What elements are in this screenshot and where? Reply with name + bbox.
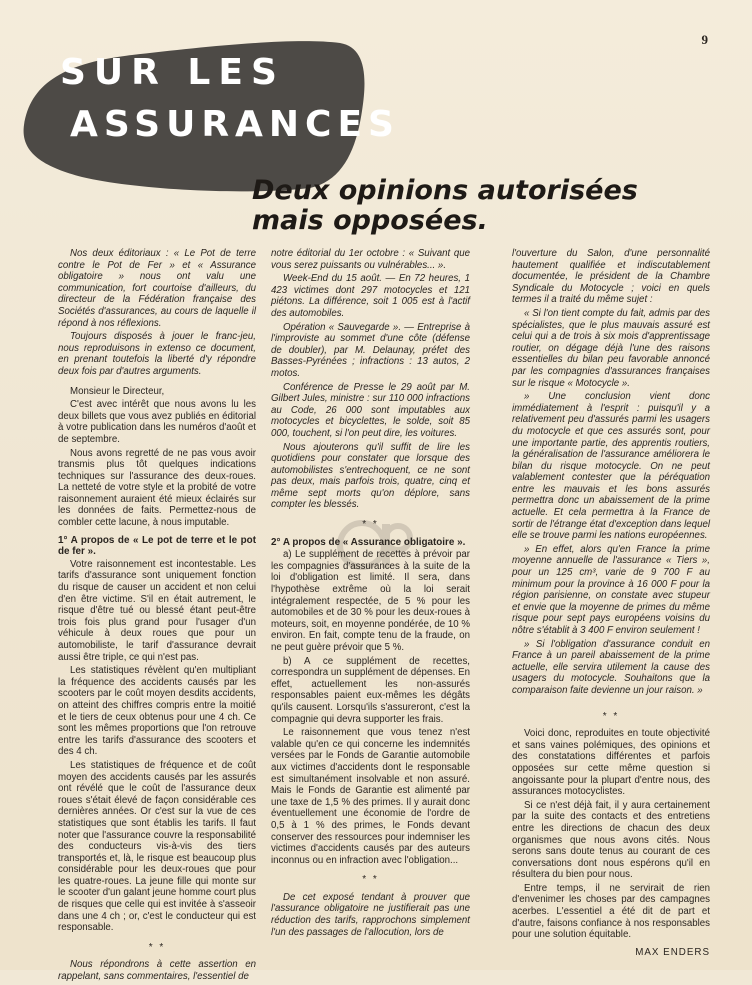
title-line-2: ASSURANCES: [70, 104, 400, 145]
quote-paragraph: l'ouverture du Salon, d'une personnalité hautement qualifiée et indiscutablement documentée, le président de la Chambre Syndicale du Motocycle ; voici en quels termes il a traité du même sujet :: [512, 248, 710, 306]
column-2: [271, 248, 470, 940]
letter-salutation: Monsieur le Directeur,: [70, 385, 165, 397]
letter-paragraph: Votre raisonnement est incontestable. Les tarifs d'assurance sont uniquement fonction du risque de causer un accident et non celui d'en être victime. S'il en était autrement, le risque d'être tué ou blessé étant peut-être trois fois plus grand pour l'usager d'un véhicule à deux roues que pour un automobiliste, le tarif d'assurance devrait aussi être triple, ce qui n'est pas.: [58, 558, 256, 663]
letter-paragraph: Nous avons regretté de ne pas vous avoir transmis plus tôt quelques indications techniques sur l'assurance des deux-roues. La netteté de votre style et la probité de votre raisonnement auraient été mieux éclairés sur les données de faits. Permettez-nous de combler cette lacune, à nous imputable.: [58, 447, 256, 529]
response-paragraph: notre éditorial du 1er octobre : « Suivant que vous serez puissants ou vulnérables... ».: [271, 248, 470, 271]
letter-paragraph: Les statistiques de fréquence et de coût moyen des accidents causés par les assurés ont révélé que le coût de l'assurance deux roues s'était élevé de façon considérable ces dernières années. Or c'est sur la vue de ces statistiques que sont établis les tarifs. Il faut noter que l'assurance couvre la responsabilité des conducteurs vis-à-vis des tiers transportés et, là, le risque est beaucoup plus considérable pour les deux-roues que pour les quatre-roues. La jeune fille qui monte sur le scooter d'un galant jeune homme court plus de risques que celle qui est invitée à s'asseoir dans une 4 ch ; or, c'est le conducteur qui est responsable.: [58, 759, 256, 934]
subtitle-line-1: Deux opinions autorisées: [252, 175, 638, 206]
letter-paragraph: C'est avec intérêt que nous avons lu les deux billets que vous avez publiés en éditorial à votre publication dans les numéros d'août et de septembre.: [58, 399, 256, 445]
intro-paragraph: Nos deux éditoriaux : « Le Pot de terre contre le Pot de Fer » et « Assurance obligatoire » nous ont valu une communication, fort courtoise d'ailleurs, du directeur de la Fédération française des Sociétés d'assurances, au cours de laquelle il répond à nos réflexions.: [58, 248, 256, 329]
section-heading-2: 2° A propos de « Assurance obligatoire ».: [271, 536, 466, 548]
response-paragraph: De cet exposé tendant à prouver que l'assurance obligatoire ne justifierait pas une réduction des tarifs, rapprochons simplement l'un des passages de l'allocution, lors de: [271, 891, 470, 938]
statistic-paragraph: Opération « Sauvegarde ». — Entreprise à l'improviste au sommet d'une côte (défense de doubler), par M. Delaunay, préfet des Basses-Pyrénées ; infractions : 13 autos, 2 motos.: [271, 321, 470, 379]
statistic-paragraph: Conférence de Presse le 29 août par M. Gilbert Jules, ministre : sur 110 000 infractions au Code, 26 000 sont imputables aux motocycles et bicyclettes, le solde, soit 85 000, touchent, si l'on peut dire, les voitures.: [271, 381, 470, 439]
page-number: 9: [701, 32, 708, 47]
section-heading-1: 1° A propos de « Le pot de terre et le pot de fer ».: [58, 534, 256, 558]
title-line-1: SUR LES: [60, 52, 285, 93]
conclusion-paragraph: Entre temps, il ne servirait de rien d'envenimer les choses par des campagnes acerbes. L'essentiel a été dit de part et d'autre, faisons confiance à nos responsables pour une solution équitable.: [512, 882, 710, 941]
letter-paragraph: b) A ce supplément de recettes, correspondra un supplément de dépenses. En effet, actuellement les non-assurés responsables paient eux-mêmes les dégâts qu'ils causent. Lorsqu'ils s'assureront, c'est la compagnie qui devra supporter les frais.: [271, 655, 470, 725]
quote-paragraph: » Si l'obligation d'assurance conduit en France à un pareil abaissement de la prime actuelle, elle servira utilement la cause des usagers du motocycle. Souhaitons que la comparaison faite devienne un jour raison. »: [512, 638, 710, 696]
response-paragraph: Nous répondrons à cette assertion en rappelant, sans commentaires, l'essentiel de: [58, 959, 256, 983]
section-divider-stars: * *: [602, 710, 620, 722]
section-divider-stars: * *: [362, 874, 379, 886]
quote-paragraph: » Une conclusion vient donc immédiatement à l'esprit : puisqu'il y a relativement peu d'assurés parmi les usagers du motocycle et que ces assurés sont, pour une importante partie, des apprentis routiers, la généralisation de l'assurance améliorera le bilan du risque motocycle. On ne peut valablement contester que la péréquation entre les mauvais et les bons assurés permettra donc un abaissement de la prime actuelle. Et cela permettra à la France de sortir de l'étrange état d'exception dans lequel elle se trouve parmi les nations européennes.: [512, 391, 710, 542]
column-3: [512, 248, 710, 958]
statistic-paragraph: Week-End du 15 août. — En 72 heures, 1 423 victimes dont 297 motocycles et 121 piétons. La différence, soit 1 005 est à l'actif des automobiles.: [271, 273, 470, 319]
intro-paragraph: Toujours disposés à jouer le franc-jeu, nous reproduisons in extenso ce document, en prenant toutefois la liberté d'y répondre deux fois par d'autres arguments.: [58, 331, 256, 377]
quote-paragraph: » En effet, alors qu'en France la prime moyenne annuelle de l'assurance « Tiers », pour un 125 cm³, varie de 9 700 F au minimum pour la province à 16 000 F pour la région parisienne, on constate avec stupeur et envie que la moyenne de primes du même risque pour sept pays européens voisins du nôtre s'établit à 3 400 F environ seulement !: [512, 543, 710, 636]
section-divider-stars: * *: [148, 941, 166, 953]
letter-paragraph: Le raisonnement que vous tenez n'est valable qu'en ce qui concerne les indemnités versées par le Fonds de Garantie automobile aux victimes d'accidents dont le responsable est simultanément insolvable et non assuré. Mais le Fonds de Garantie est alimenté par une taxe de 1,5 % des primes. Il y aurait donc éventuellement une économie de l'ordre de 0,5 à 1 % des primes, le Fonds devant conserver des ressources pour indemniser les victimes d'accidents causés par des auteurs inconnus ou en infraction avec l'obligation...: [271, 727, 470, 866]
conclusion-paragraph: Voici donc, reproduites en toute objectivité et sans vaines polémiques, des opinions et des constatations différentes et parfois opposées sur cette même question si angoissante pour la plupart d'entre nous, des assurances motocyclistes.: [512, 728, 710, 798]
conclusion-paragraph: Si ce n'est déjà fait, il y aura certainement par la suite des contacts et des entretiens entre les directions de chacun des deux organismes que nous avons cités. Nous serons sans doute tenus au courant de ces conversations dont nous espérons qu'il en résultera du bien pour nous.: [512, 799, 710, 881]
letter-paragraph: Les statistiques révèlent qu'en multipliant la fréquence des accidents causés par les scooters par le coût moyen desdits accidents, on atteint des chiffres compris entre la moitié et le tiers de ceux obtenus pour une 4 ch. Ce sont les mêmes proportions que l'on retrouve entre les tarifs d'assurance des scooters et des 4 ch.: [58, 665, 256, 758]
section-divider-stars: * *: [362, 519, 379, 531]
subtitle-line-2: mais opposées.: [252, 205, 488, 236]
letter-paragraph: a) Le supplément de recettes à prévoir par les compagnies d'assurances à la suite de la loi d'obligation est limité. Il sera, dans l'hypothèse extrême où la loi serait intégralement respectée, de 5 % pour les automobiles et de 30 % pour les deux-roues à moteurs, soit, en moyenne pondérée, de 10 % environ. En fait, compte tenu de la fraude, on ne peut guère prévoir que 5 %.: [271, 549, 470, 653]
response-paragraph: Nous ajouterons qu'il suffit de lire les quotidiens pour constater que lorsque des automobilistes s'entrechoquent, ce ne sont pas deux, mais parfois trois, quatre, cinq et même sept morts qu'on déplore, sans compter les blessés.: [271, 441, 470, 511]
author-signature: MAX ENDERS: [635, 946, 710, 958]
quote-paragraph: « Si l'on tient compte du fait, admis par des spécialistes, que le plus mauvais assuré est celui qui a de trois à six mois d'apprentissage routier, on dégage déjà l'une des raisons essentielles du bilan peu favorable annoncé par les compagnies d'assurances françaises sur le risque « Motocycle ».: [512, 307, 710, 389]
column-1: [58, 248, 256, 985]
article-subtitle: [252, 176, 638, 236]
